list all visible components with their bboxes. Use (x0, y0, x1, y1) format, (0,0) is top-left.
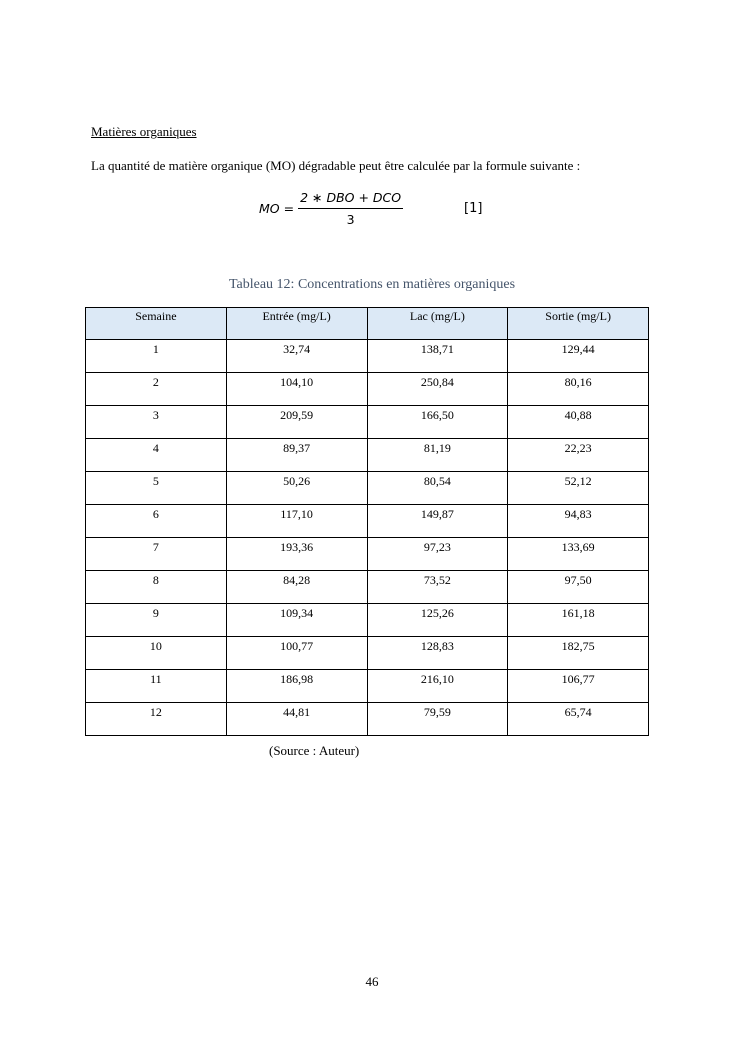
table-cell: 186,98 (226, 670, 367, 703)
header-cell: Sortie (mg/L) (508, 308, 649, 340)
table-cell: 209,59 (226, 406, 367, 439)
intro-paragraph: La quantité de matière organique (MO) dégradable peut être calculée par la formule suivante : (91, 158, 581, 173)
table-cell: 117,10 (226, 505, 367, 538)
table-cell: 125,26 (367, 604, 508, 637)
table-row (86, 571, 649, 604)
table-cell: 12 (86, 703, 227, 736)
table-cell: 94,83 (508, 505, 649, 538)
table-row (86, 373, 649, 406)
table-row (86, 637, 649, 670)
table-cell: 128,83 (367, 637, 508, 670)
table-cell: 79,59 (367, 703, 508, 736)
header-cell: Lac (mg/L) (367, 308, 508, 340)
header-cell: Entrée (mg/L) (226, 308, 367, 340)
table-cell: 216,10 (367, 670, 508, 703)
table-cell: 161,18 (508, 604, 649, 637)
table-cell: 182,75 (508, 637, 649, 670)
table-cell: 22,23 (508, 439, 649, 472)
formula (259, 190, 403, 227)
table-cell: 81,19 (367, 439, 508, 472)
formula-fraction (298, 190, 403, 227)
table-cell: 104,10 (226, 373, 367, 406)
section-title: Matières organiques (91, 124, 197, 139)
table-cell: 11 (86, 670, 227, 703)
table-row (86, 505, 649, 538)
table-cell: 6 (86, 505, 227, 538)
table-cell: 109,34 (226, 604, 367, 637)
equation-number: [1] (464, 201, 483, 216)
table-row (86, 340, 649, 373)
table-cell: 7 (86, 538, 227, 571)
table-cell: 106,77 (508, 670, 649, 703)
table-row (86, 538, 649, 571)
table-cell: 97,23 (367, 538, 508, 571)
table-row (86, 703, 649, 736)
table-header-row (86, 308, 649, 340)
table-cell: 193,36 (226, 538, 367, 571)
table-cell: 89,37 (226, 439, 367, 472)
formula-denominator: 3 (346, 212, 355, 227)
table-cell: 80,54 (367, 472, 508, 505)
formula-lhs: MO = (259, 201, 295, 216)
table-cell: 44,81 (226, 703, 367, 736)
table-cell: 40,88 (508, 406, 649, 439)
table-row (86, 406, 649, 439)
table-cell: 149,87 (367, 505, 508, 538)
table-cell: 250,84 (367, 373, 508, 406)
table-cell: 100,77 (226, 637, 367, 670)
table-cell: 129,44 (508, 340, 649, 373)
table-row (86, 604, 649, 637)
formula-numerator: 2 ∗ DBO + DCO (298, 190, 403, 209)
table-cell: 65,74 (508, 703, 649, 736)
table-cell: 4 (86, 439, 227, 472)
table-cell: 9 (86, 604, 227, 637)
table-cell: 133,69 (508, 538, 649, 571)
table-caption: Tableau 12: Concentrations en matières organiques (228, 277, 516, 292)
concentrations-table (85, 307, 649, 736)
page-number: 46 (365, 974, 379, 989)
source-note: (Source : Auteur) (269, 743, 360, 758)
table-row (86, 472, 649, 505)
table-row (86, 670, 649, 703)
table-cell: 138,71 (367, 340, 508, 373)
table-cell: 80,16 (508, 373, 649, 406)
table-cell: 52,12 (508, 472, 649, 505)
table-cell: 166,50 (367, 406, 508, 439)
table-cell: 73,52 (367, 571, 508, 604)
table-row (86, 439, 649, 472)
table-cell: 8 (86, 571, 227, 604)
table-cell: 97,50 (508, 571, 649, 604)
table-cell: 1 (86, 340, 227, 373)
table-cell: 32,74 (226, 340, 367, 373)
table-cell: 5 (86, 472, 227, 505)
header-cell: Semaine (86, 308, 227, 340)
table-cell: 3 (86, 406, 227, 439)
table-cell: 2 (86, 373, 227, 406)
table-cell: 10 (86, 637, 227, 670)
table-cell: 50,26 (226, 472, 367, 505)
table-cell: 84,28 (226, 571, 367, 604)
